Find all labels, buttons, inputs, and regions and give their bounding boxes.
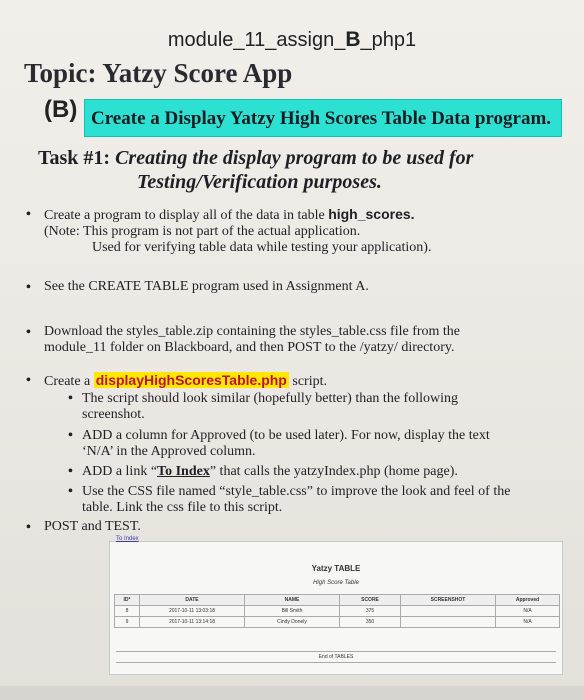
column-header: DATE bbox=[140, 595, 245, 606]
bullet-dot: • bbox=[26, 325, 31, 340]
script-filename: displayHighScoresTable.php bbox=[95, 372, 287, 388]
bullet-dot: • bbox=[26, 520, 31, 535]
column-header: NAME bbox=[245, 595, 340, 606]
screenshot-footer: End of TABLES bbox=[116, 651, 556, 663]
task-line1: Creating the display program to be used for bbox=[115, 147, 474, 169]
column-header: Approved bbox=[496, 595, 560, 606]
bullet-text-2: module_11 folder on Blackboard, and then POST to the /yatzy/ directory. bbox=[44, 340, 455, 355]
section-title: Create a Display Yatzy High Scores Table Data program. bbox=[84, 99, 562, 137]
sub-bullet-text-2: ‘N/A’ in the Approved column. bbox=[82, 444, 256, 459]
sub-bullet-dot: • bbox=[68, 484, 73, 499]
sub-bullet-dot: • bbox=[68, 391, 73, 406]
table-cell: 2017-10-11 13:03:18 bbox=[140, 606, 245, 617]
bullet-create-table bbox=[26, 279, 564, 295]
bullet-text: Download the styles_table.zip containing the styles_table.css file from the bbox=[44, 324, 461, 339]
column-header: ID* bbox=[115, 595, 140, 606]
table-cell: N/A bbox=[496, 606, 560, 617]
table-row bbox=[115, 617, 560, 628]
bullet-dot: • bbox=[26, 280, 31, 295]
table-cell bbox=[401, 606, 496, 617]
column-header: SCREENSHOT bbox=[401, 595, 496, 606]
table-cell bbox=[401, 617, 496, 628]
sub-bullet-text: ADD a link “ bbox=[82, 464, 158, 479]
sub-bullet-dot: • bbox=[68, 464, 73, 479]
table-header-row bbox=[115, 595, 560, 606]
table-cell: Bill Smith bbox=[245, 606, 340, 617]
bullet-dot: • bbox=[26, 373, 31, 388]
column-header: SCORE bbox=[340, 595, 401, 606]
bullet-note-2: Used for verifying table data while testing your application). bbox=[92, 240, 432, 255]
table-cell: N/A bbox=[496, 617, 560, 628]
table-cell: 2017-10-11 13:14:18 bbox=[140, 617, 245, 628]
bullet-text: See the CREATE TABLE program used in Assignment A. bbox=[44, 279, 369, 294]
table-cell: 8 bbox=[115, 606, 140, 617]
table-name: high_scores. bbox=[328, 206, 415, 222]
table-screenshot bbox=[109, 536, 563, 675]
bullet-post-test bbox=[26, 519, 564, 535]
sub-bullet-dot: • bbox=[68, 428, 73, 443]
header-suffix: _php1 bbox=[360, 29, 417, 51]
sub-bullet-index-link bbox=[68, 464, 562, 480]
bullet-text-end: script. bbox=[288, 374, 327, 389]
table-cell: 350 bbox=[340, 617, 401, 628]
table-row bbox=[115, 606, 560, 617]
document-header bbox=[0, 28, 584, 52]
bullet-text: POST and TEST. bbox=[44, 519, 141, 534]
task-line2: Testing/Verification purposes. bbox=[137, 171, 382, 193]
header-bold: B bbox=[345, 28, 361, 51]
task-heading bbox=[38, 146, 558, 194]
screenshot-table bbox=[114, 594, 560, 628]
task-number: Task #1: bbox=[38, 147, 111, 169]
table-cell: 9 bbox=[115, 617, 140, 628]
sub-bullet-text-end: ” that calls the yatzyIndex.php (home page). bbox=[209, 464, 458, 479]
bullet-download bbox=[26, 324, 564, 356]
to-index-link[interactable]: To Index bbox=[157, 464, 210, 479]
photo-bottom-edge bbox=[0, 686, 584, 700]
sub-bullet-text: ADD a column for Approved (to be used later). For now, display the text bbox=[82, 428, 490, 443]
sub-bullet-text-2: screenshot. bbox=[82, 407, 145, 422]
header-prefix: module_11_assign_ bbox=[167, 29, 346, 51]
screenshot-title: Yatzy TABLE bbox=[311, 564, 361, 573]
sub-bullet-text: Use the CSS file named “style_table.css” to improve the look and feel of the bbox=[82, 484, 511, 499]
bullet-note: (Note: This program is not part of the actual application. bbox=[44, 224, 361, 239]
sub-bullet-text: The script should look similar (hopefully better) than the following bbox=[82, 391, 458, 406]
sub-bullet-css bbox=[68, 484, 562, 516]
screenshot-subtitle: High Score Table bbox=[313, 580, 359, 586]
section-label: (B) bbox=[44, 96, 78, 123]
screenshot-to-index-link[interactable]: To Index bbox=[116, 536, 139, 542]
topic-title: Topic: Yatzy Score App bbox=[24, 58, 293, 88]
bullet-create-program bbox=[26, 206, 564, 256]
bullet-create-script bbox=[26, 372, 564, 390]
bullet-text: Create a bbox=[44, 374, 94, 389]
bullet-text: Create a program to display all of the data in table bbox=[44, 208, 329, 223]
sub-bullet-approved-column bbox=[68, 428, 562, 460]
sub-bullet-text-2: table. Link the css file to this script. bbox=[82, 500, 283, 515]
bullet-dot: • bbox=[26, 207, 31, 222]
sub-bullet-look-similar bbox=[68, 391, 562, 423]
table-cell: Cindy Donely bbox=[245, 617, 340, 628]
table-cell: 375 bbox=[340, 606, 401, 617]
